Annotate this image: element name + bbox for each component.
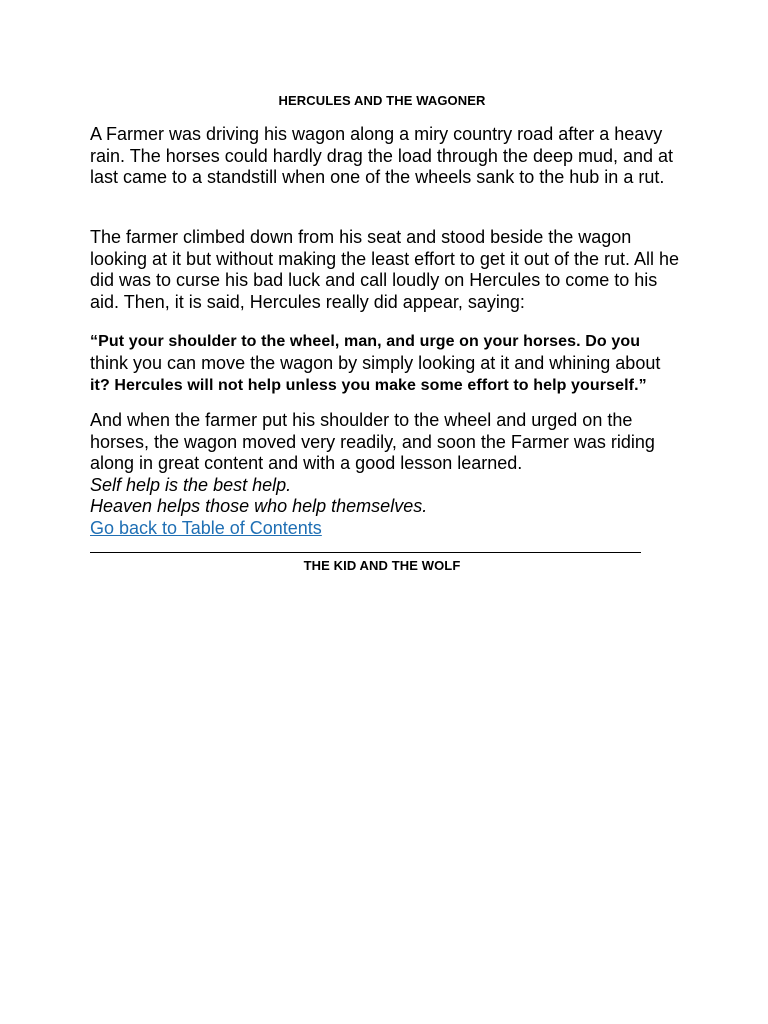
table-of-contents-link[interactable]: Go back to Table of Contents — [90, 517, 322, 538]
moral-line-2: Heaven helps those who help themselves. — [90, 496, 428, 516]
quote-line-1: “Put your shoulder to the wheel, man, and urge on your horses. Do you — [90, 333, 641, 350]
hercules-quote — [90, 330, 680, 397]
closing-section — [90, 410, 680, 539]
next-story-title: THE KID AND THE WOLF — [303, 558, 461, 573]
section-divider — [90, 552, 641, 553]
paragraph-4: And when the farmer put his shoulder to the wheel and urged on the horses, the wagon moved very readily, and soon the Farmer was riding along in great content and with a good lesson learned. — [90, 410, 655, 473]
story-title: HERCULES AND THE WAGONER — [278, 93, 486, 108]
moral-line-1: Self help is the best help. — [90, 474, 292, 495]
quote-line-3: it? Hercules will not help unless you make some effort to help yourself.” — [90, 377, 647, 394]
paragraph-2: The farmer climbed down from his seat and stood beside the wagon looking at it but without making the least effort to get it out of the rut. All he did was to curse his bad luck and call loudly on Hercules to come to his aid. Then, it is said, Hercules really did appear, saying: — [90, 227, 680, 312]
quote-line-2: think you can move the wagon by simply looking at it and whining about — [90, 352, 661, 373]
paragraph-1: A Farmer was driving his wagon along a miry country road after a heavy rain. The horses could hardly drag the load through the deep mud, and at last came to a standstill when one of the wheels sank to the hub in a rut. — [90, 124, 674, 187]
